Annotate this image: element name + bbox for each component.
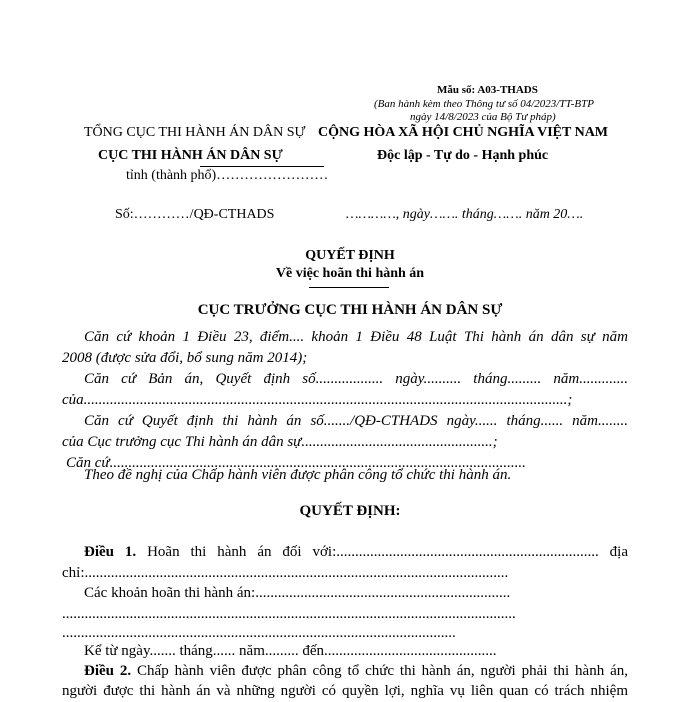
document-title: QUYẾT ĐỊNH xyxy=(305,248,395,263)
article-1-line-3: Các khoản hoãn thi hành án:.................................................................... xyxy=(84,585,511,601)
form-number: Mẫu số: A03-THADS xyxy=(437,84,538,96)
article-1-line-6: Kể từ ngày....... tháng...... năm......... đến.............................................. xyxy=(84,643,497,659)
article-1-line-4: ......................................................................................................................... xyxy=(62,606,516,622)
article-1-text-1: Hoãn thi hành án đối với:...................................................................... địa xyxy=(147,544,629,560)
parent-agency: TỔNG CỤC THI HÀNH ÁN DÂN SỰ xyxy=(84,125,306,140)
issuing-authority: CỤC TRƯỞNG CỤC THI HÀNH ÁN DÂN SỰ xyxy=(197,302,503,318)
basis-law-line-1: Căn cứ khoản 1 Điều 23, điểm.... khoản 1 Điều 48 Luật Thi hành án dân sự năm xyxy=(84,329,628,345)
basis-other: Căn cứ............................................................................................................... xyxy=(66,455,526,471)
decision-heading: QUYẾT ĐỊNH: xyxy=(299,503,401,519)
agency-name: CỤC THI HÀNH ÁN DÂN SỰ xyxy=(98,148,283,163)
decision-number: Số:…………/QĐ-CTHADS xyxy=(115,207,275,222)
form-issued-note-2: ngày 14/8/2023 của Bộ Tư pháp) xyxy=(410,111,556,123)
agency-underline xyxy=(200,166,324,167)
title-underline xyxy=(309,287,389,288)
place-date: …………, ngày……. tháng……. năm 20…. xyxy=(346,207,584,222)
basis-enforcement-line-1: Căn cứ Quyết định thi hành án số......./QĐ-CTHADS ngày...... tháng...... năm........ xyxy=(84,413,628,429)
article-2-line-2: người được thi hành án và những người có quyền lợi, nghĩa vụ liên quan có trách nhiệm xyxy=(62,683,628,699)
agency-province: tỉnh (thành phố)…………………… xyxy=(126,168,329,183)
nation-motto: Độc lập - Tự do - Hạnh phúc xyxy=(377,148,549,163)
article-1-label: Điều 1. xyxy=(84,544,137,560)
article-2-line-1 xyxy=(62,660,628,682)
basis-enforcement-line-2: của Cục trưởng cục Thi hành án dân sự...................................................; xyxy=(62,434,498,450)
article-1-line-1 xyxy=(62,541,628,563)
document-subject: Về việc hoãn thi hành án xyxy=(275,266,425,281)
nation-name: CỘNG HÒA XÃ HỘI CHỦ NGHĨA VIỆT NAM xyxy=(318,125,609,140)
basis-judgment-line-1: Căn cứ Bản án, Quyết định số.................. ngày.......... tháng......... năm............. xyxy=(84,371,628,387)
basis-proposal: Theo đề nghị của Chấp hành viên được phân công tổ chức thi hành án. xyxy=(84,467,512,483)
article-1-line-5: ......................................................................................................... xyxy=(62,625,456,641)
article-2-label: Điều 2. xyxy=(84,663,132,679)
basis-judgment-line-2: của.................................................................................................................................; xyxy=(62,392,573,408)
basis-law-line-2: 2008 (được sửa đổi, bổ sung năm 2014); xyxy=(62,350,308,366)
article-1-line-2: chỉ:................................................................................................................. xyxy=(62,565,509,581)
form-issued-note-1: (Ban hành kèm theo Thông tư số 04/2023/TT-BTP xyxy=(374,98,594,110)
article-2-text-1: Chấp hành viên được phân công tổ chức thi hành án, người phải thi hành án, xyxy=(137,663,628,679)
